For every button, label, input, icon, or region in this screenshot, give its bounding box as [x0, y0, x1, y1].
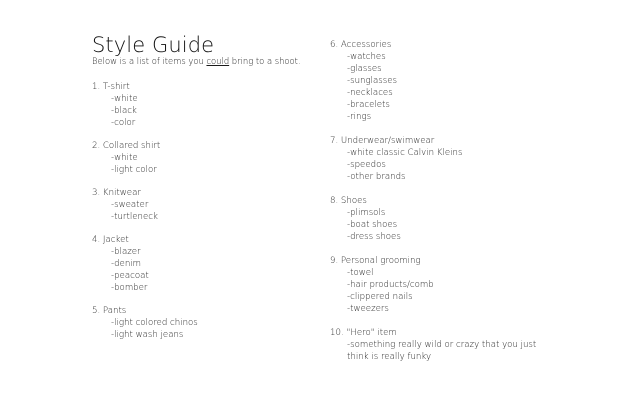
section-collared-shirt: [92, 140, 322, 176]
list-item: -color: [111, 118, 136, 128]
section-heading: 8. Shoes: [330, 196, 367, 206]
list-item: -something really wild or crazy that you just think is really funky: [347, 340, 537, 362]
section-hero-item: [330, 327, 630, 363]
subtitle-after: bring to a shoot.: [229, 56, 301, 66]
section-shoes: [330, 195, 630, 243]
list-item: -white: [111, 94, 138, 104]
list-item: -tweezers: [347, 304, 389, 314]
section-personal-grooming: [330, 255, 630, 315]
list-item: -blazer: [111, 247, 141, 257]
section-pants: [92, 305, 322, 341]
section-underwear-swimwear: [330, 135, 630, 183]
list-item: -black: [111, 106, 137, 116]
list-item: -necklaces: [347, 88, 393, 98]
list-item: -light wash jeans: [111, 330, 184, 340]
list-item: -white: [111, 153, 138, 163]
list-item: -white classic Calvin Kleins: [347, 148, 463, 158]
list-item: -bracelets: [347, 100, 390, 110]
list-item: -towel: [347, 268, 374, 278]
page-subtitle: [92, 56, 322, 67]
left-column: [92, 34, 322, 341]
list-item: -hair products/comb: [347, 280, 434, 290]
section-heading: 2. Collared shirt: [92, 141, 161, 151]
list-item: -speedos: [347, 160, 386, 170]
section-heading: 3. Knitwear: [92, 188, 141, 198]
section-heading: 1. T-shirt: [92, 82, 130, 92]
section-heading: 7. Underwear/swimwear: [330, 136, 435, 146]
section-jacket: [92, 234, 322, 294]
list-item: -bomber: [111, 283, 148, 293]
section-knitwear: [92, 187, 322, 223]
list-item: -sweater: [111, 200, 149, 210]
list-item: -peacoat: [111, 271, 149, 281]
list-item: -light color: [111, 165, 157, 175]
section-t-shirt: [92, 81, 322, 129]
section-heading: 9. Personal grooming: [330, 256, 421, 266]
page-title: Style Guide: [92, 33, 215, 57]
section-heading: 5. Pants: [92, 306, 127, 316]
list-item: -other brands: [347, 172, 406, 182]
list-item: -turtleneck: [111, 212, 158, 222]
subtitle-before: Below is a list of items you: [92, 56, 207, 66]
list-item: -boat shoes: [347, 220, 398, 230]
list-item: -rings: [347, 112, 372, 122]
section-accessories: [330, 39, 630, 123]
list-item: -glasses: [347, 64, 382, 74]
list-item: -clippered nails: [347, 292, 413, 302]
list-item: -dress shoes: [347, 232, 401, 242]
list-item: -denim: [111, 259, 142, 269]
list-item: -light colored chinos: [111, 318, 198, 328]
subtitle-underlined-word: could: [206, 56, 230, 66]
section-heading: 10. "Hero" item: [330, 328, 397, 338]
list-item: -watches: [347, 52, 386, 62]
right-column: [330, 39, 630, 363]
section-heading: 6. Accessories: [330, 40, 392, 50]
section-heading: 4. Jacket: [92, 235, 129, 245]
list-item: -sunglasses: [347, 76, 398, 86]
list-item: -plimsols: [347, 208, 386, 218]
